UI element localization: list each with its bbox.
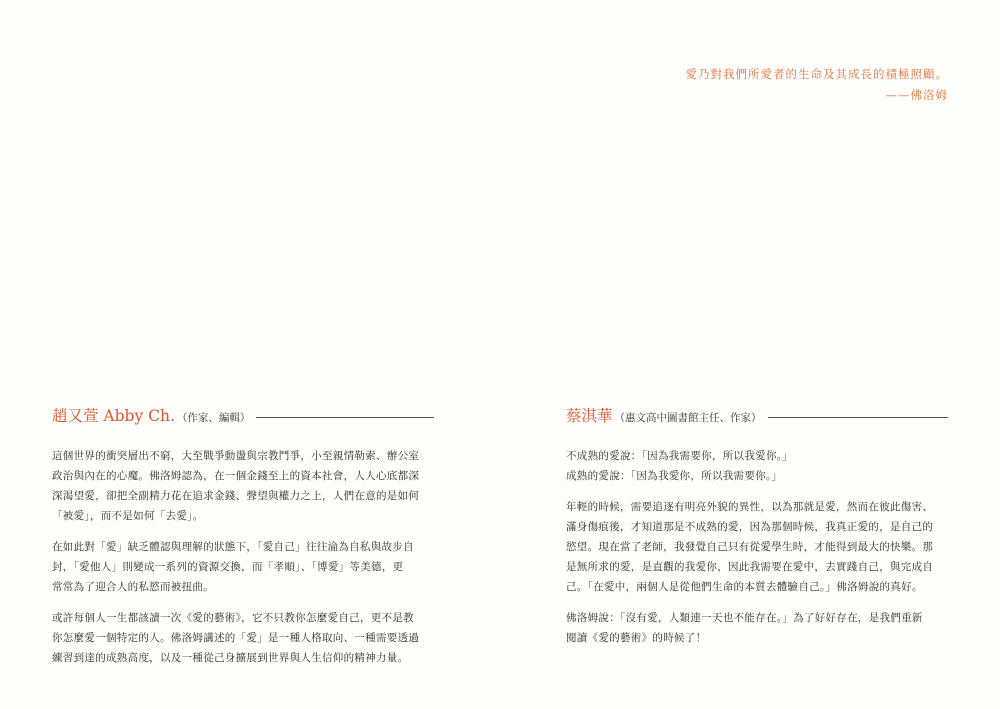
endorser-heading	[566, 404, 948, 426]
endorser-name: 蔡淇華	[566, 407, 613, 425]
text-line: 成熟的愛說：「因為我愛你，所以我需要你。」	[566, 470, 783, 482]
text-line: 或許每個人一生都該讀一次《愛的藝術》，它不只教你怎麼愛自己，更不是教	[52, 612, 414, 624]
text-line: 不成熟的愛說：「因為我需要你，所以我愛你。」	[566, 450, 794, 462]
endorser-role: （惠文高中圖書館主任、作家）	[614, 412, 762, 424]
paragraph	[52, 446, 434, 526]
endorsement-text	[566, 446, 948, 648]
text-line: 年輕的時候，需要追逐有明亮外貌的異性，以為那就是愛，然而在彼此傷害、	[566, 501, 934, 513]
text-line: 是無所求的愛，是直觀的我愛你，因此我需要在愛中，去實踐自己，與完成自	[566, 561, 934, 573]
text-line: 常常為了迎合人的私慾而被扭曲。	[52, 581, 214, 593]
endorsement-right	[566, 404, 948, 659]
text-line: 佛洛姆說：「沒有愛，人類連一天也不能存在。」為了好好存在，是我們重新	[566, 612, 923, 624]
paragraph	[566, 608, 948, 648]
text-line: 封，「愛他人」則變成一系列的資源交換，而「孝順」、「博愛」等美德，更	[52, 561, 404, 573]
text-line: 深渴望愛，卻把全副精力花在追求金錢、聲望與權力之上，人們在意的是如何	[52, 490, 420, 502]
epigraph-attribution: ——佛洛姆	[885, 88, 948, 102]
endorsement-text	[52, 446, 434, 668]
epigraph-quote: 愛乃對我們所愛者的生命及其成長的積極照顧。	[685, 67, 948, 81]
text-line: 滿身傷痕後，才知道那是不成熟的愛，因為那個時候，我真正愛的，是自己的	[566, 521, 934, 533]
paragraph	[566, 497, 948, 597]
text-line: 練習到達的成熟高度，以及一種從己身擴展到世界與人生信仰的精神力量。	[52, 652, 409, 664]
text-line: 你怎麼愛一個特定的人。佛洛姆講述的「愛」是一種人格取向、一種需要透過	[52, 632, 420, 644]
text-line: 慾望。現在當了老師，我發覺自己只有從愛學生時，才能得到最大的快樂。那	[566, 541, 934, 553]
paragraph	[52, 537, 434, 597]
heading-rule	[256, 417, 434, 418]
text-line: 己。「在愛中，兩個人是從他們生命的本質去體驗自己。」佛洛姆說的真好。	[566, 581, 923, 593]
epigraph	[686, 64, 949, 106]
text-line: 政治與內在的心魔。佛洛姆認為，在一個金錢至上的資本社會，人人心底都深	[52, 470, 420, 482]
paragraph	[566, 446, 948, 486]
endorsement-left	[52, 404, 434, 679]
text-line: 在如此對「愛」缺乏體認與理解的狀態下，「愛自己」往往淪為自私與故步自	[52, 541, 414, 553]
text-line: 閱讀《愛的藝術》的時候了！	[566, 632, 707, 644]
endorser-heading	[52, 404, 434, 426]
heading-rule	[768, 417, 948, 418]
endorser-role: （作家、編輯）	[176, 412, 251, 424]
text-line: 「被愛」，而不是如何「去愛」。	[52, 510, 204, 522]
endorser-name: 趙又萱 Abby Ch.	[52, 407, 175, 425]
paragraph	[52, 608, 434, 668]
text-line: 這個世界的衝突層出不窮，大至戰爭動盪與宗教鬥爭，小至親情勒索、辦公室	[52, 450, 420, 462]
